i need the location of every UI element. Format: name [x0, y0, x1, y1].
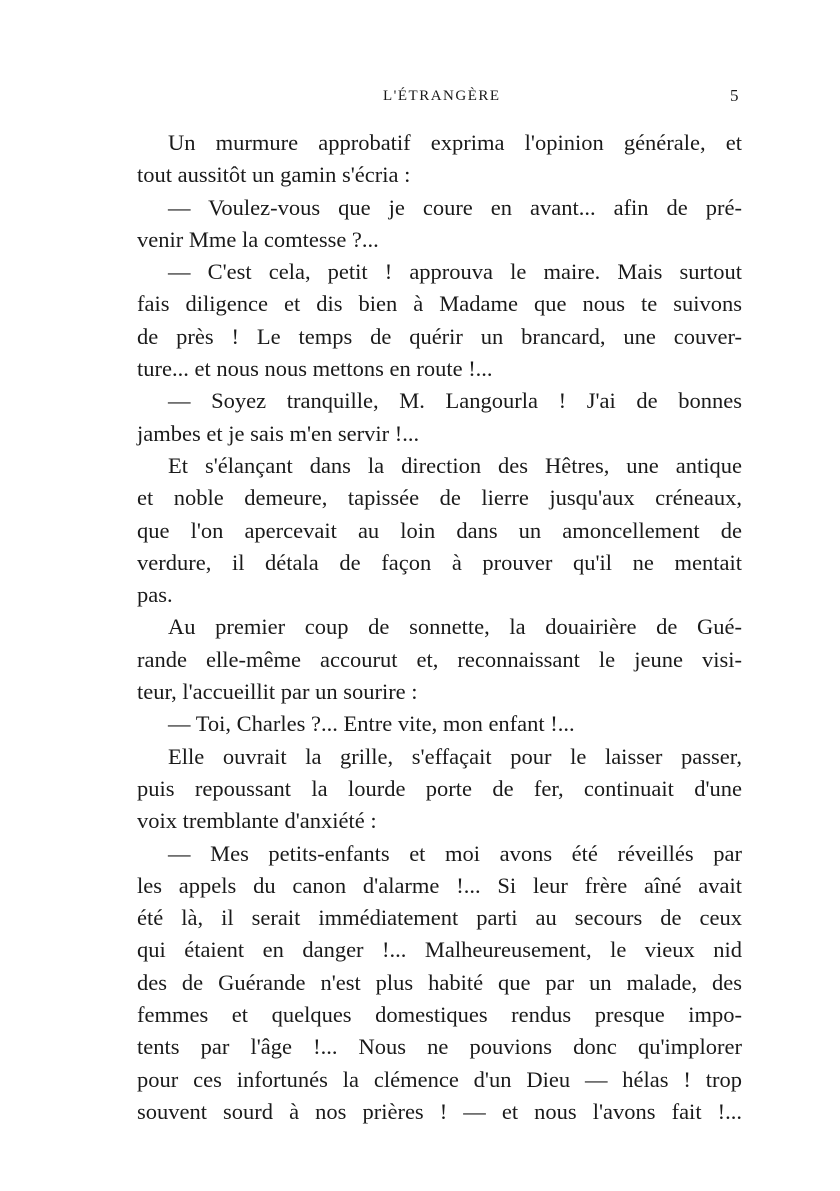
text-line: venir Mme la comtesse ?...	[137, 226, 379, 252]
text-line: voix tremblante d'anxiété :	[137, 808, 377, 834]
text-line: jambes et je sais m'en servir !...	[137, 420, 420, 446]
text-line: Au premier coup de sonnette, la douairière de Gué-	[168, 614, 742, 640]
text-line: — Voulez-vous que je coure en avant... afin de pré-	[168, 194, 742, 220]
body-text	[137, 127, 742, 1128]
text-line: été là, il serait immédiatement parti au secours de ceux	[137, 905, 742, 931]
text-line: — Mes petits-enfants et moi avons été réveillés par	[168, 840, 742, 866]
text-line: rande elle-même accourut et, reconnaissant le jeune visi-	[137, 646, 742, 672]
text-line: des de Guérande n'est plus habité que par un malade, des	[137, 969, 742, 995]
text-line: pas.	[137, 582, 173, 608]
text-line: les appels du canon d'alarme !... Si leur frère aîné avait	[137, 872, 742, 898]
text-line: qui étaient en danger !... Malheureusement, le vieux nid	[137, 937, 742, 963]
running-title: L'ÉTRANGÈRE	[383, 88, 501, 104]
text-line: verdure, il détala de façon à prouver qu'il ne mentait	[137, 549, 742, 575]
text-line: ture... et nous nous mettons en route !...	[137, 356, 493, 382]
text-line: tout aussitôt un gamin s'écria :	[137, 162, 411, 188]
text-line: de près ! Le temps de quérir un brancard, une couver-	[137, 323, 742, 349]
text-line: femmes et quelques domestiques rendus presque impo-	[137, 1002, 742, 1028]
text-line: que l'on apercevait au loin dans un amoncellement de	[137, 517, 742, 543]
text-line: Et s'élançant dans la direction des Hêtres, une antique	[168, 452, 742, 478]
text-line: souvent sourd à nos prières ! — et nous l'avons fait !...	[137, 1098, 742, 1124]
text-line: teur, l'accueillit par un sourire :	[137, 679, 418, 705]
text-line: et noble demeure, tapissée de lierre jusqu'aux créneaux,	[137, 485, 742, 511]
text-line: — Soyez tranquille, M. Langourla ! J'ai de bonnes	[168, 388, 742, 414]
text-line: Elle ouvrait la grille, s'effaçait pour le laisser passer,	[168, 743, 742, 769]
text-line: tents par l'âge !... Nous ne pouvions donc qu'implorer	[137, 1034, 742, 1060]
page-number: 5	[730, 86, 739, 105]
text-line: puis repoussant la lourde porte de fer, continuait d'une	[137, 775, 742, 801]
text-line: fais diligence et dis bien à Madame que nous te suivons	[137, 291, 742, 317]
text-line: Un murmure approbatif exprima l'opinion générale, et	[168, 130, 742, 155]
text-line: — Toi, Charles ?... Entre vite, mon enfant !...	[168, 711, 575, 737]
text-line: — C'est cela, petit ! approuva le maire. Mais surtout	[168, 259, 742, 285]
text-line: pour ces infortunés la clémence d'un Dieu — hélas ! trop	[137, 1066, 742, 1092]
